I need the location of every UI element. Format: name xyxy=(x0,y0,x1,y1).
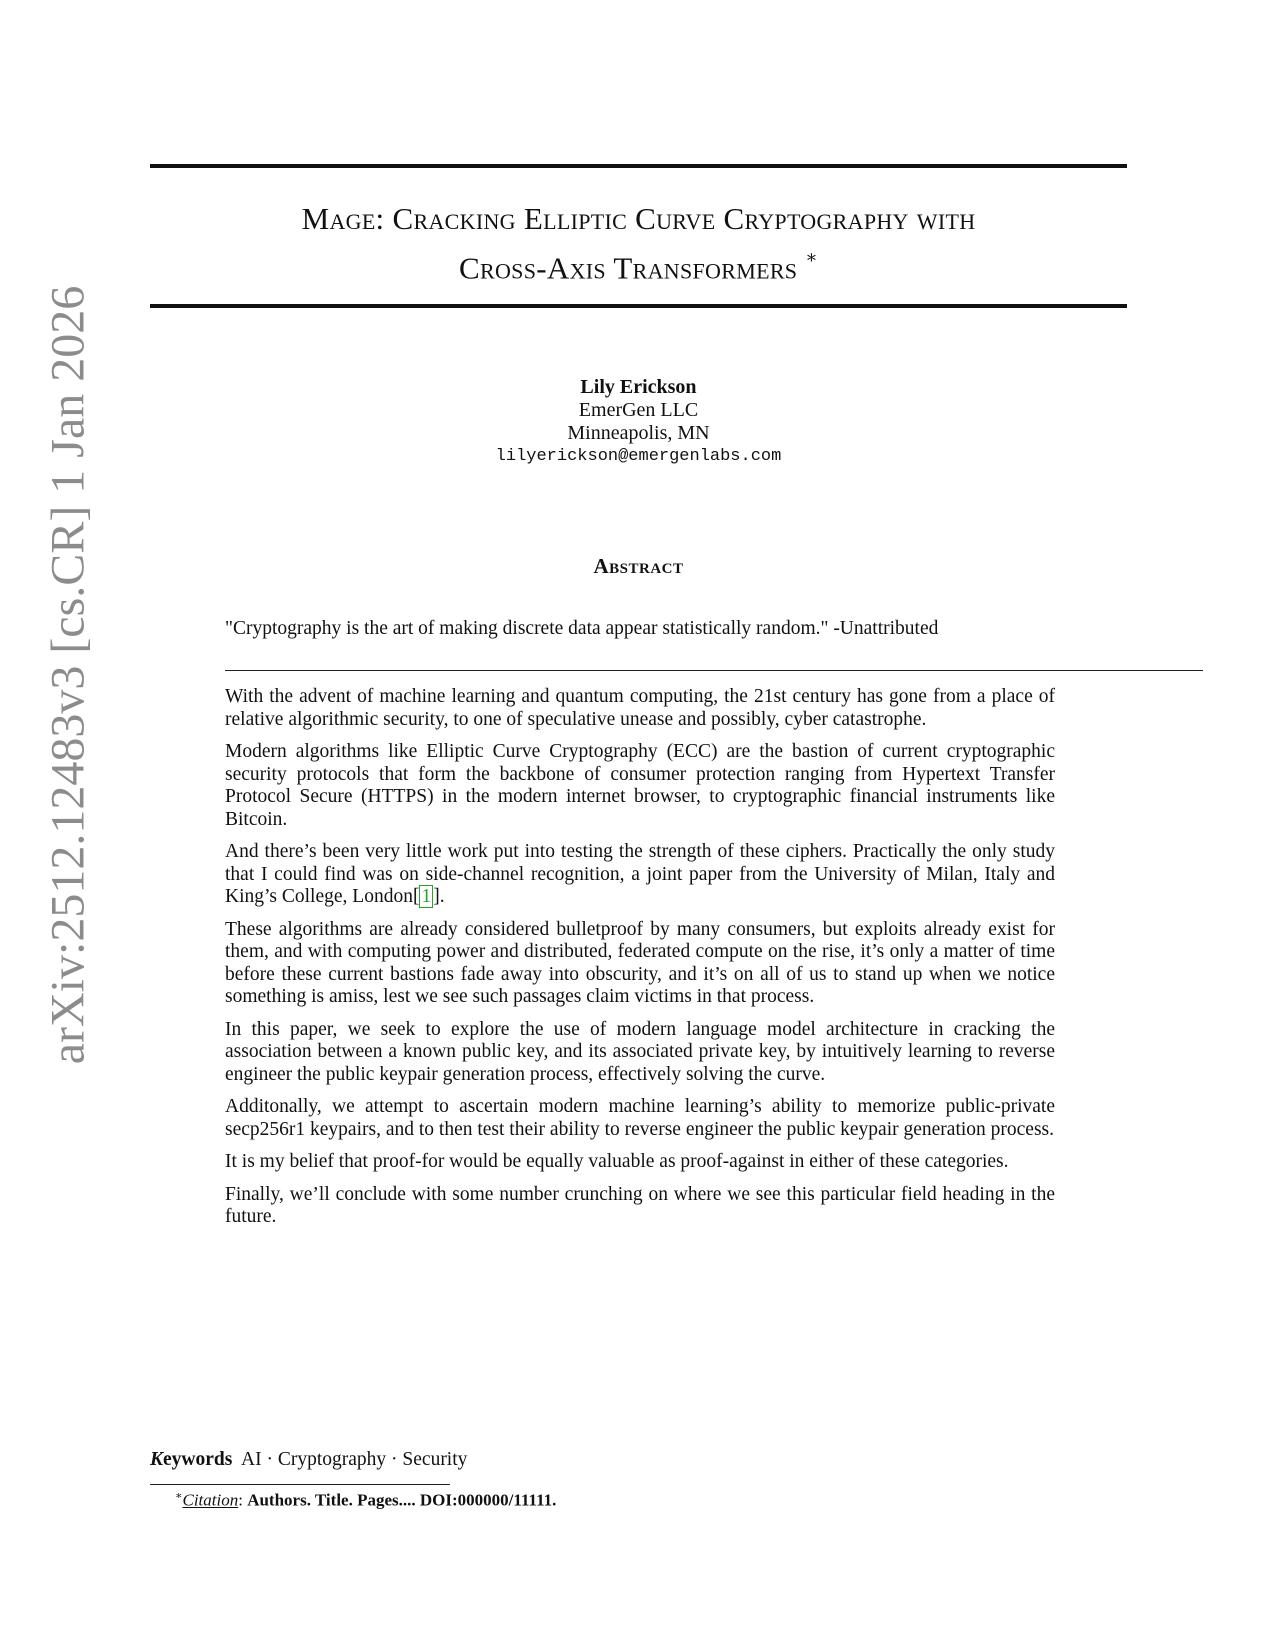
abstract-paragraph: And there’s been very little work put into testing the strength of these ciphers. Practically the only study that I could find was on side-channel recognition, a joint paper from the University of Milan, Italy and King’s College, London[ 1 ]. xyxy=(225,841,1055,907)
citation-period: . xyxy=(439,886,445,907)
title-footnote-mark: ∗ xyxy=(805,247,818,267)
paper-title-line-2-text: Cross-Axis Transformers xyxy=(459,250,798,286)
author-email: lilyerickson@emergenlabs.com xyxy=(495,447,782,466)
abstract-paragraph: Modern algorithms like Elliptic Curve Cryptography (ECC) are the bastion of current cryptographic security protocols that form the backbone of consumer protection ranging from Hypertext Transfer Protocol Secure (HTTPS) in the modern internet browser, to cryptographic financial instruments like Bitcoin. xyxy=(225,741,1055,830)
abstract-divider xyxy=(225,670,1203,671)
title-rule-top xyxy=(150,164,1127,168)
keywords-label: Keywords xyxy=(150,1449,233,1470)
author-location: Minneapolis, MN xyxy=(567,422,710,444)
abstract-paragraph: It is my belief that proof-for would be equally valuable as proof-against in either of these categories. xyxy=(225,1151,1009,1172)
author-block xyxy=(150,376,1127,468)
keywords-label-rest: eywords xyxy=(163,1449,233,1470)
epigraph-quote: "Cryptography is the art of making discrete data appear statistically random." -Unattributed xyxy=(225,618,939,639)
footnote-text: Authors. Title. Pages.... DOI:000000/11111. xyxy=(247,1490,557,1510)
footnote-mark: ∗ xyxy=(175,1490,183,1502)
citation-link[interactable]: 1 xyxy=(421,886,432,907)
abstract-heading: Abstract xyxy=(593,554,684,578)
title-rule-bottom xyxy=(150,304,1127,308)
footnote-sep: : xyxy=(238,1490,243,1510)
footnote xyxy=(175,1489,556,1511)
paper-title-line-2 xyxy=(150,242,1127,287)
abstract-paragraph: With the advent of machine learning and quantum computing, the 21st century has gone from a place of relative algorithmic security, to one of speculative unease and possibly, cyber catastrophe. xyxy=(225,686,1055,730)
paper-title-line-1: Mage: Cracking Elliptic Curve Cryptography with xyxy=(301,201,976,236)
abstract-paragraph: Additonally, we attempt to ascertain modern machine learning’s ability to memorize public-private secp256r1 keypairs, and to then test their ability to reverse engineer the public keypair generation process. xyxy=(225,1096,1055,1140)
abstract-body xyxy=(225,686,1055,1239)
abstract-paragraph: These algorithms are already considered bulletproof by many consumers, but exploits already exist for them, and with computing power and distributed, federated compute on the rise, it’s only a matter of time before these current bastions fade away into obscurity, and it’s on all of us to stand up when we notice something is amiss, lest we see such passages claim victims in that process. xyxy=(225,918,1055,1007)
author-affiliation: EmerGen LLC xyxy=(578,399,699,421)
author-name: Lily Erickson xyxy=(580,376,697,398)
abstract-paragraph: In this paper, we seek to explore the use of modern language model architecture in cracking the association between a known public key, and its associated private key, by intuitively learning to reverse engineer the public keypair generation process, effectively solving the curve. xyxy=(225,1018,1055,1085)
arxiv-side-stamp: arXiv:2512.12483v3 [cs.CR] 1 Jan 2026 xyxy=(41,285,95,1065)
abstract-paragraph: Finally, we’ll conclude with some number crunching on where we see this particular field heading in the future. xyxy=(225,1183,1055,1227)
footnote-rule xyxy=(150,1484,450,1485)
keywords-items: AI · Cryptography · Security xyxy=(241,1449,468,1470)
keywords-line xyxy=(150,1449,467,1471)
abstract-paragraph-text: And there’s been very little work put into testing the strength of these ciphers. Practically the only study that I could find was on side-channel recognition, a joint paper from the University of Milan, Italy and King’s College, London xyxy=(225,841,1055,907)
footnote-citation-label: Citation xyxy=(182,1490,239,1510)
